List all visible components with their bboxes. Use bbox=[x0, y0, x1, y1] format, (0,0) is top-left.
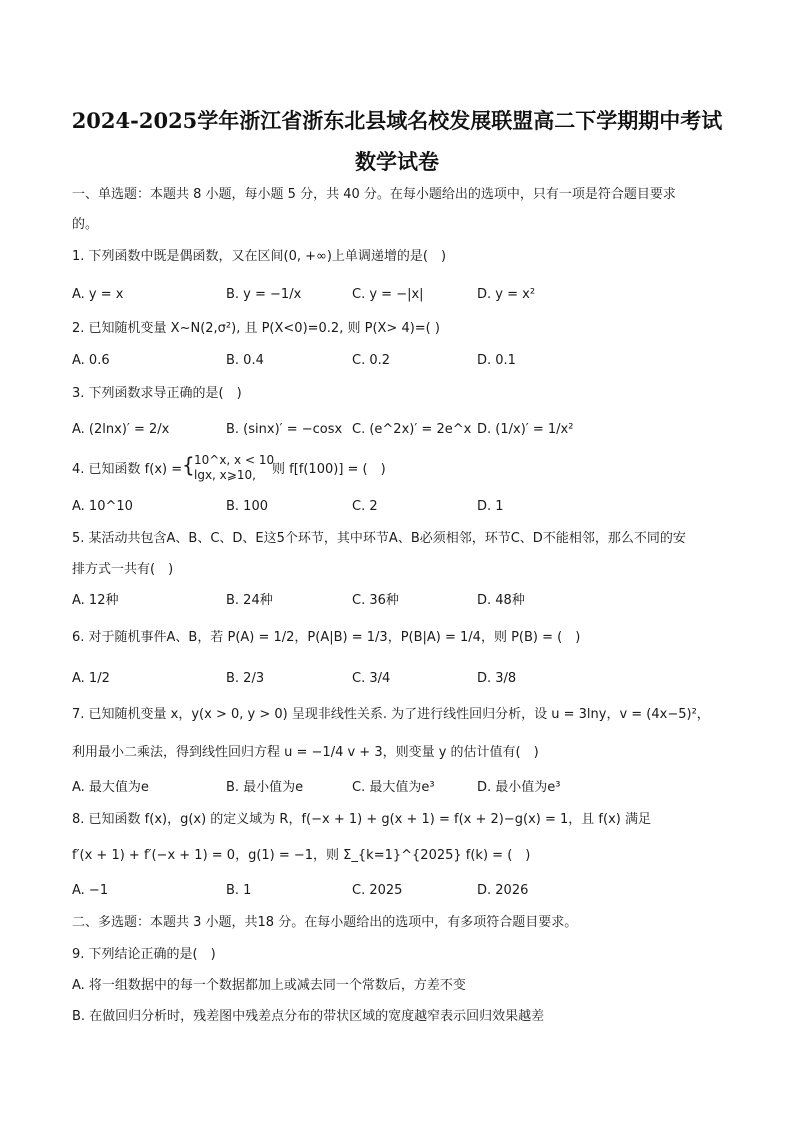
q2-option-c: C. 0.2 bbox=[352, 353, 391, 368]
question-1: 1. 下列函数中既是偶函数，又在区间(0, +∞)上单调递增的是( ) bbox=[72, 249, 447, 264]
section1-header-line2: 的。 bbox=[72, 217, 99, 232]
q8-option-c: C. 2025 bbox=[352, 883, 403, 898]
q1-option-d: D. y = x² bbox=[477, 287, 536, 302]
q2-option-d: D. 0.1 bbox=[477, 353, 516, 368]
question-3: 3. 下列函数求导正确的是( ) bbox=[72, 386, 242, 401]
q4-option-d: D. 1 bbox=[477, 499, 504, 514]
question-9: 9. 下列结论正确的是( ) bbox=[72, 947, 216, 962]
q8-option-b: B. 1 bbox=[226, 883, 252, 898]
question-8-line2: f′(x + 1) + f′(−x + 1) = 0，g(1) = −1，则 Σ_{k=1}^{2025} f(k) = ( ) bbox=[72, 848, 531, 863]
q8-option-d: D. 2026 bbox=[477, 883, 529, 898]
q9-option-b: B. 在做回归分析时，残差图中残差点分布的带状区域的宽度越窄表示回归效果越差 bbox=[72, 1009, 545, 1024]
q2-option-a: A. 0.6 bbox=[72, 353, 110, 368]
q7-option-d: D. 最小值为e³ bbox=[477, 780, 561, 795]
question-8-line1: 8. 已知函数 f(x)，g(x) 的定义域为 R，f(−x + 1) + g(x + 1) = f(x + 2)−g(x) = 1，且 f(x) 满足 bbox=[72, 812, 651, 827]
question-2: 2. 已知随机变量 X~N(2,σ²), 且 P(X<0)=0.2, 则 P(X> 4)=( ) bbox=[72, 321, 440, 336]
question-4-prefix: 4. 已知函数 f(x) = bbox=[72, 462, 183, 477]
q1-option-b: B. y = −1/x bbox=[226, 287, 302, 302]
q5-option-c: C. 36种 bbox=[352, 593, 399, 608]
q4-option-b: B. 100 bbox=[226, 499, 268, 514]
q3-option-a: A. (2lnx)′ = 2/x bbox=[72, 422, 170, 437]
question-6: 6. 对于随机事件A、B，若 P(A) = 1/2，P(A|B) = 1/3，P(B|A) = 1/4，则 P(B) = ( ) bbox=[72, 630, 581, 645]
q5-option-d: D. 48种 bbox=[477, 593, 525, 608]
exam-title: 2024-2025学年浙江省浙东北县域名校发展联盟高二下学期期中考试 bbox=[71, 108, 723, 133]
q4-piece-1: 10^x, x < 10 bbox=[194, 453, 275, 467]
q4-option-c: C. 2 bbox=[352, 499, 378, 514]
q1-option-c: C. y = −|x| bbox=[352, 287, 424, 302]
exam-subject: 数学试卷 bbox=[355, 149, 439, 174]
question-5-line1: 5. 某活动共包含A、B、C、D、E这5个环节，其中环节A、B必须相邻，环节C、D不能相邻，那么不同的安 bbox=[72, 531, 686, 546]
q3-option-b: B. (sinx)′ = −cosx bbox=[226, 422, 343, 437]
q5-option-b: B. 24种 bbox=[226, 593, 273, 608]
q8-option-a: A. −1 bbox=[72, 883, 109, 898]
q7-option-c: C. 最大值为e³ bbox=[352, 780, 435, 795]
q4-piece-2: lgx, x⩾10, bbox=[194, 468, 256, 482]
question-7-line2: 利用最小二乘法，得到线性回归方程 u = −1/4 v + 3，则变量 y 的估计值有( ) bbox=[72, 745, 539, 760]
q4-brace: { bbox=[182, 453, 195, 477]
q6-option-d: D. 3/8 bbox=[477, 671, 517, 686]
question-7-line1: 7. 已知随机变量 x，y(x > 0, y > 0) 呈现非线性关系. 为了进行线性回归分析，设 u = 3lny，v = (4x−5)²， bbox=[72, 707, 710, 722]
q6-option-c: C. 3/4 bbox=[352, 671, 391, 686]
section2-header: 二、多选题：本题共 3 小题，共18 分。在每小题给出的选项中，有多项符合题目要求。 bbox=[72, 915, 578, 930]
q4-option-a: A. 10^10 bbox=[72, 499, 133, 514]
q6-option-a: A. 1/2 bbox=[72, 671, 110, 686]
q7-option-b: B. 最小值为e bbox=[226, 780, 304, 795]
q2-option-b: B. 0.4 bbox=[226, 353, 264, 368]
section1-header-line1: 一、单选题：本题共 8 小题，每小题 5 分，共 40 分。在每小题给出的选项中，只有一项是符合题目要求 bbox=[72, 187, 676, 202]
question-4-suffix: 则 f[f(100)] = ( ) bbox=[272, 462, 386, 477]
q3-option-c: C. (e^2x)′ = 2e^x bbox=[352, 422, 472, 437]
q6-option-b: B. 2/3 bbox=[226, 671, 265, 686]
q1-option-a: A. y = x bbox=[72, 287, 124, 302]
q9-option-a: A. 将一组数据中的每一个数据都加上或减去同一个常数后，方差不变 bbox=[72, 978, 466, 993]
question-5-line2: 排方式一共有( ) bbox=[72, 562, 174, 577]
q7-option-a: A. 最大值为e bbox=[72, 780, 149, 795]
q5-option-a: A. 12种 bbox=[72, 593, 119, 608]
q3-option-d: D. (1/x)′ = 1/x² bbox=[477, 422, 574, 437]
